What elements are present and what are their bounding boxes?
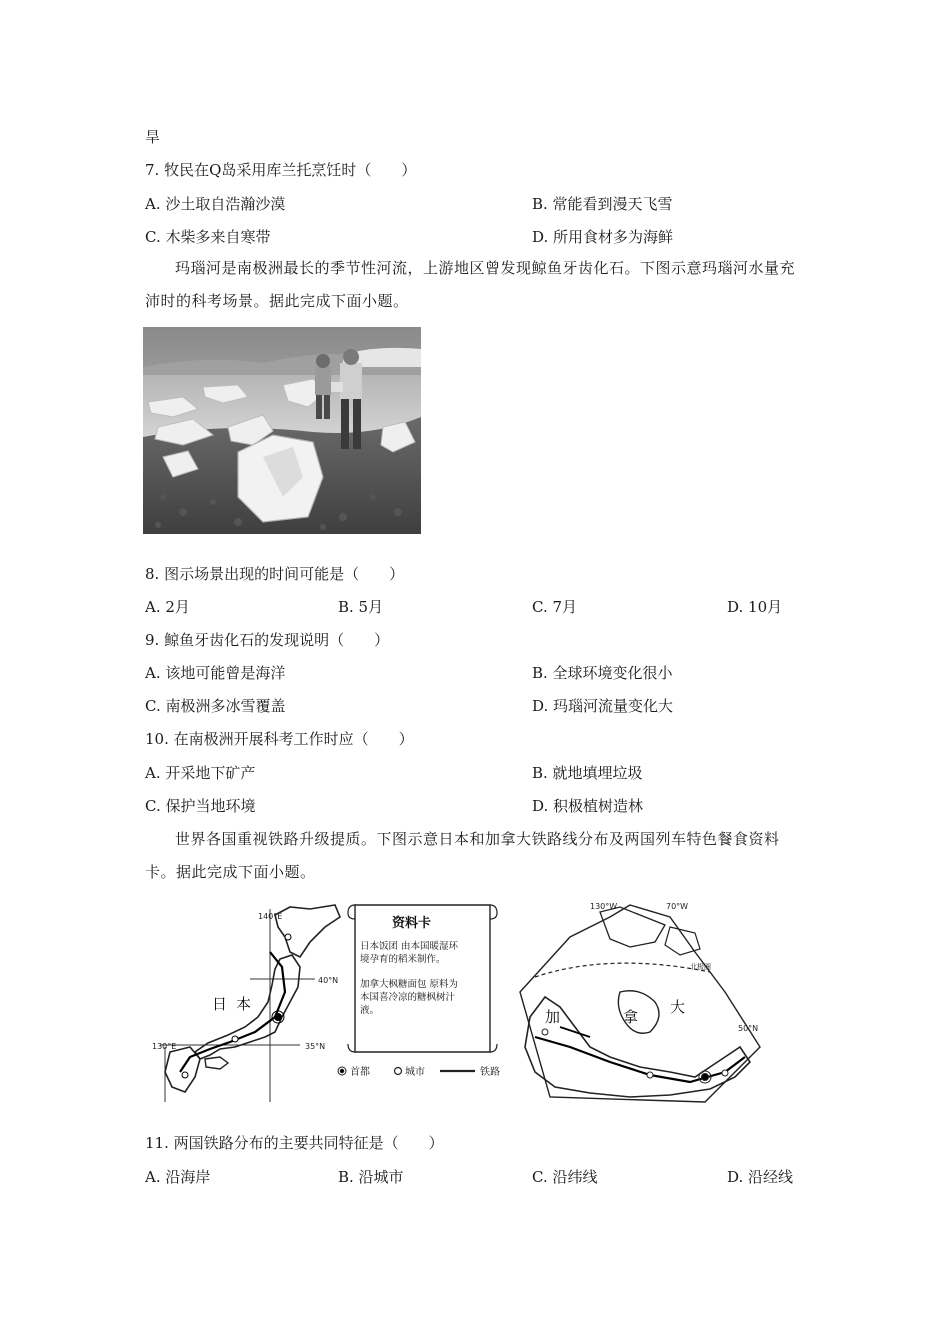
q9-option-c: C. 南极洲多冰雪覆盖 [145,697,286,715]
q9-option-a: A. 该地可能曾是海洋 [145,664,286,682]
card-line-3: 加拿大枫糖面包 原料为 [360,979,459,990]
q11-option-c: C. 沿纬线 [532,1168,598,1186]
q7-option-a: A. 沙土取自浩瀚沙漠 [145,195,286,213]
q8-stem: 8. 图示场景出现的时间可能是（ ） [145,565,405,583]
q10-option-d: D. 积极植树造林 [532,797,644,815]
arctic-circle-label: 北极圈 [690,963,711,971]
q10-option-b: B. 就地填埋垃圾 [532,764,643,782]
japan-label-ri: 日 [212,995,228,1013]
q7-option-b: B. 常能看到漫天飞雪 [532,195,673,213]
q10-option-c: C. 保护当地环境 [145,797,256,815]
antarctic-expedition-photo [143,327,421,534]
q8-option-d: D. 10月 [727,598,783,616]
card-title: 资料卡 [392,916,432,931]
q7-option-c: C. 木柴多来自寒带 [145,228,271,246]
canada-lon-70w-label: 70°W [666,902,689,911]
q11-stem: 11. 两国铁路分布的主要共同特征是（ ） [145,1134,444,1152]
canada-lon-130w-label: 130°W [590,902,618,911]
passage-railways: 世界各国重视铁路升级提质。下图示意日本和加拿大铁路线分布及两国列车特色餐食资料卡。据此完成下面小题。 [145,830,780,881]
card-line-2: 境孕育的稻米制作。 [360,954,446,965]
legend-capital: 首都 [350,1067,370,1078]
legend-city: 城市 [405,1067,425,1078]
japan-canada-railway-maps [150,897,770,1107]
q8-option-b: B. 5月 [338,598,384,616]
q9-stem: 9. 鲸鱼牙齿化石的发现说明（ ） [145,631,390,649]
card-line-1: 日本饭团 由本国暖湿环 [360,941,459,952]
q8-option-a: A. 2月 [145,598,190,616]
japan-lat-35-label: 35°N [305,1042,326,1051]
card-line-4: 本国喜冷凉的糖枫树汁 [360,992,456,1003]
canada-map [520,905,760,1102]
q11-option-b: B. 沿城市 [338,1168,404,1186]
japan-lon-130-label: 130°E [152,1042,177,1051]
canada-label-da: 大 [670,998,686,1016]
legend-railway: 铁路 [480,1067,500,1078]
q11-option-a: A. 沿海岸 [145,1168,211,1186]
canada-label-na: 拿 [623,1008,639,1026]
q10-stem: 10. 在南极洲开展科考工作时应（ ） [145,730,414,748]
canada-lat-50n-label: 50°N [738,1024,759,1033]
q10-option-a: A. 开采地下矿产 [145,764,256,782]
japan-label-ben: 本 [236,995,252,1013]
japan-lat-40-label: 40°N [318,976,339,985]
card-line-5: 液。 [360,1005,380,1016]
japan-lon-140-label: 140°E [258,912,283,921]
q9-option-b: B. 全球环境变化很小 [532,664,673,682]
q7-option-d: D. 所用食材多为海鲜 [532,228,674,246]
q8-option-c: C. 7月 [532,598,578,616]
passage-mawson-river: 玛瑙河是南极洲最长的季节性河流，上游地区曾发现鲸鱼牙齿化石。下图示意玛瑙河水量充沛时的科考场景。据此完成下面小题。 [145,259,796,310]
canada-label-jia: 加 [545,1008,561,1026]
q7-stem: 7. 牧民在Q岛采用库兰托烹饪时（ ） [145,161,417,179]
q9-option-d: D. 玛瑙河流量变化大 [532,697,674,715]
top-fragment: 旱 [145,128,161,146]
q11-option-d: D. 沿经线 [727,1168,794,1186]
